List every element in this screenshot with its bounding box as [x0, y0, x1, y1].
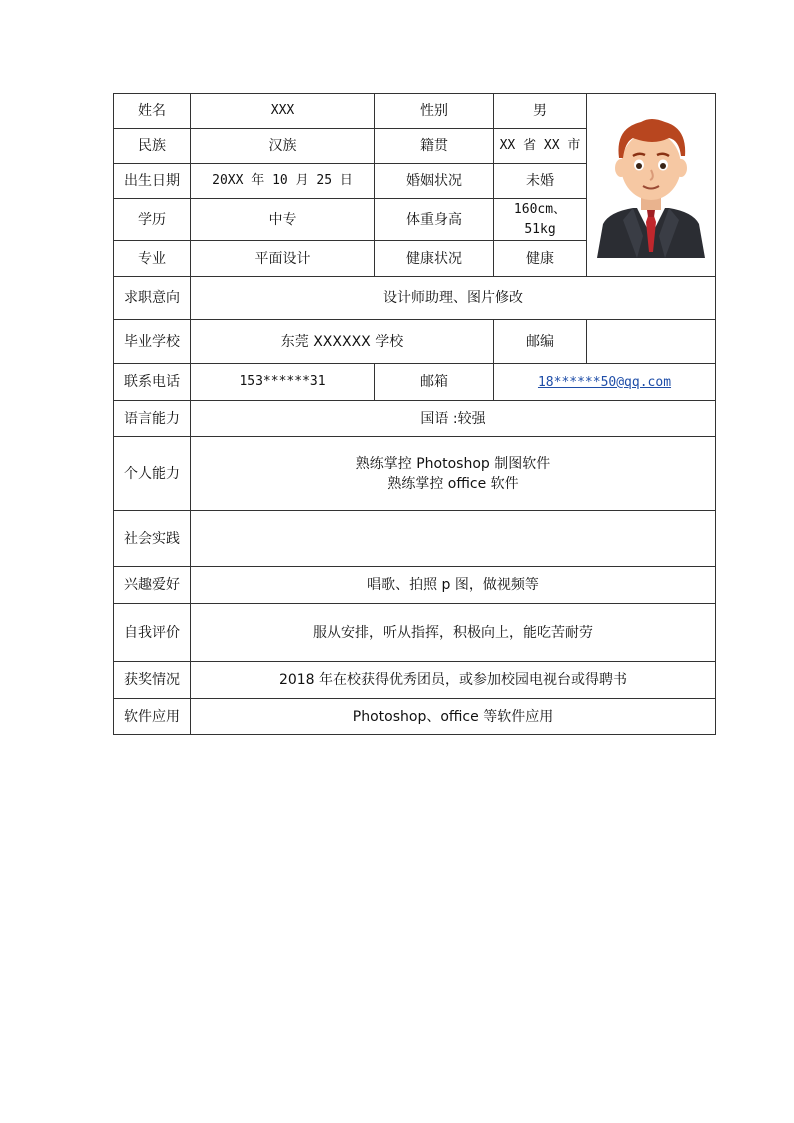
avatar-face [621, 132, 681, 200]
row-software [114, 699, 716, 735]
resume-table [113, 93, 716, 735]
photo-cell [587, 94, 716, 277]
row-awards [114, 662, 716, 699]
name-value: XXX [191, 94, 375, 129]
ability-line-1: 熟练掌控 Photoshop 制图软件 [355, 455, 551, 472]
gender-value: 男 [494, 94, 587, 129]
row-practice [114, 511, 716, 567]
phone-label: 联系电话 [114, 364, 191, 401]
ability-label: 个人能力 [114, 437, 191, 511]
self-eval-value: 服从安排，听从指挥，积极向上，能吃苦耐劳 [191, 604, 716, 662]
name-label: 姓名 [114, 94, 191, 129]
health-value: 健康 [494, 241, 587, 277]
ethnic-label: 民族 [114, 129, 191, 164]
weight-text: 51kg [524, 221, 556, 237]
major-label: 专业 [114, 241, 191, 277]
postcode-value [587, 320, 716, 364]
hometown-value: XX 省 XX 市 [494, 129, 587, 164]
avatar [593, 112, 709, 258]
phone-value: 153******31 [191, 364, 375, 401]
software-value: Photoshop、office 等软件应用 [191, 699, 716, 735]
school-value: 东莞 XXXXXX 学校 [191, 320, 494, 364]
education-value: 中专 [191, 199, 375, 241]
practice-value [191, 511, 716, 567]
row-job-intent [114, 277, 716, 320]
language-label: 语言能力 [114, 401, 191, 437]
birthdate-value: 20XX 年 10 月 25 日 [191, 164, 375, 199]
awards-label: 获奖情况 [114, 662, 191, 699]
ability-line-2: 熟练掌控 office 软件 [387, 475, 519, 492]
weight-height-value [494, 199, 587, 241]
self-eval-label: 自我评价 [114, 604, 191, 662]
weight-height-label: 体重身高 [375, 199, 494, 241]
row-language [114, 401, 716, 437]
school-label: 毕业学校 [114, 320, 191, 364]
ethnic-value: 汉族 [191, 129, 375, 164]
marital-value: 未婚 [494, 164, 587, 199]
hobby-value: 唱歌、拍照 p 图，做视频等 [191, 567, 716, 604]
practice-label: 社会实践 [114, 511, 191, 567]
height-text: 160cm、 [513, 201, 567, 217]
software-label: 软件应用 [114, 699, 191, 735]
postcode-label: 邮编 [494, 320, 587, 364]
row-ability [114, 437, 716, 511]
awards-value: 2018 年在校获得优秀团员，或参加校园电视台或得聘书 [191, 662, 716, 699]
language-value: 国语 :较强 [191, 401, 716, 437]
job-intent-value: 设计师助理、图片修改 [191, 277, 716, 320]
job-intent-label: 求职意向 [114, 277, 191, 320]
row-contact [114, 364, 716, 401]
birthdate-label: 出生日期 [114, 164, 191, 199]
email-cell [494, 364, 716, 401]
major-value: 平面设计 [191, 241, 375, 277]
ability-value [191, 437, 716, 511]
health-label: 健康状况 [375, 241, 494, 277]
marital-label: 婚姻状况 [375, 164, 494, 199]
email-label: 邮箱 [375, 364, 494, 401]
email-link[interactable]: 18******50@qq.com [537, 374, 672, 390]
hometown-label: 籍贯 [375, 129, 494, 164]
row-name [114, 94, 716, 129]
row-school [114, 320, 716, 364]
row-self-eval [114, 604, 716, 662]
hobby-label: 兴趣爱好 [114, 567, 191, 604]
gender-label: 性别 [375, 94, 494, 129]
row-hobby [114, 567, 716, 604]
education-label: 学历 [114, 199, 191, 241]
